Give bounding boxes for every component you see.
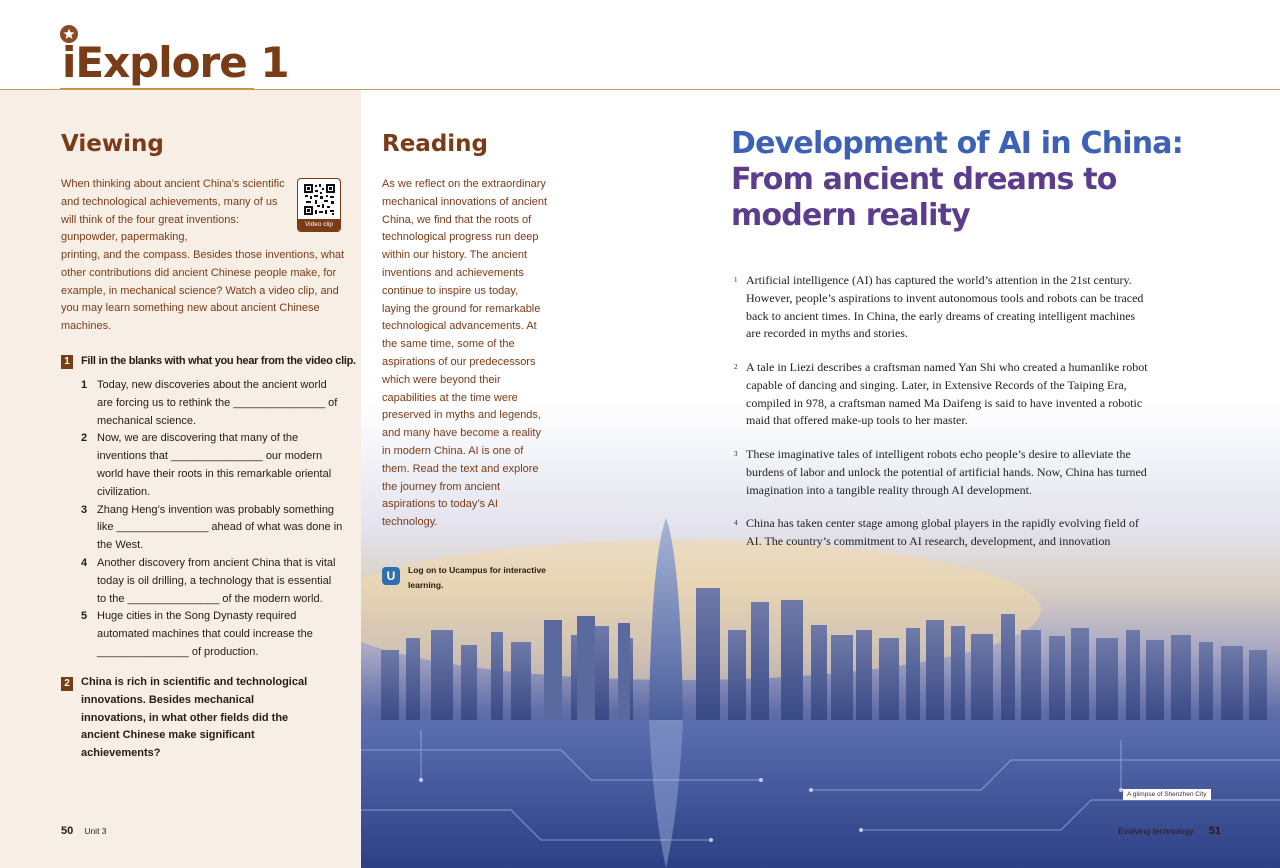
footer-left <box>61 825 107 837</box>
paragraph-text: China has taken center stage among global players in the rapidly evolving field of AI. The country’s commitment to AI research, development, and innovation <box>746 516 1139 548</box>
page-number: 51 <box>1208 825 1221 837</box>
article-paragraph <box>734 359 1150 430</box>
task-number-badge: 2 <box>61 677 73 691</box>
paragraph-text: Artificial intelligence (AI) has captured the world’s attention in the 21st century. However, people’s aspirations to invent autonomous tools and robots can be traced back to ancient times. In China, the early dreams of creating intelligent machines are recorded in myths and stories. <box>746 273 1144 341</box>
task-instruction: China is rich in scientific and technological innovations. Besides mechanical innovations, in what other fields did the ancient Chinese make significant achievements? <box>81 676 308 760</box>
page-number: 50 <box>61 825 74 837</box>
item-text: Now, we are discovering that many of the inventions that _______________ our modern world have their roots in this remarkable oriental civilization. <box>97 432 332 498</box>
section-label: Evolving technology <box>1118 826 1194 836</box>
article-paragraph <box>734 515 1150 551</box>
paragraph-text: These imaginative tales of intelligent robots echo people’s desire to alleviate the burdens of labor and unlock the potential of artificial hands. Now, China has turned imagination into a tangible reality through AI development. <box>746 447 1147 497</box>
item-number: 1 <box>81 379 88 391</box>
viewing-heading: Viewing <box>61 131 164 157</box>
footer-right <box>1118 825 1221 837</box>
fill-in-blank-list <box>81 377 343 662</box>
article-title-line: modern reality <box>731 198 970 233</box>
item-text: Huge cities in the Song Dynasty required automated machines that could increase the _______________ of production. <box>97 610 313 658</box>
paragraph-number: 1 <box>734 276 738 284</box>
reading-heading: Reading <box>382 131 489 157</box>
article-paragraph <box>734 446 1150 499</box>
viewing-intro-text-continued: printing, and the compass. Besides those inventions, what other contributions did ancient Chinese people make, for example, in mechanical science? Watch a video clip, and you may learn something new about ancient Chinese machines. <box>61 249 345 333</box>
qr-code-icon <box>303 183 336 216</box>
item-number: 4 <box>81 556 88 569</box>
list-item <box>81 555 343 608</box>
paragraph-number: 4 <box>734 519 738 527</box>
list-item <box>81 502 343 555</box>
list-item <box>81 608 343 661</box>
viewing-intro-text: When thinking about ancient China’s scientific and technological achievements, many of us will think of the four great inventions: gunpowder, papermaking, <box>61 178 285 244</box>
article-title <box>731 126 1231 234</box>
paragraph-text: A tale in Liezi describes a craftsman named Yan Shi who created a humanlike robot capable of dancing and singing. Later, in Extensive Records of the Taiping Era, compiled in 978, a craftsman named Ma Daifeng is said to have invented a robotic maid that offered make-up tools to her master. <box>746 360 1148 428</box>
article-paragraph <box>734 272 1150 343</box>
page-header <box>0 0 1280 92</box>
list-item <box>81 377 343 430</box>
reading-intro-text: As we reflect on the extraordinary mechanical innovations of ancient China, we find that the roots of technological progress run deep within our history. The ancient inventions and achievements continue to inspire us today, laying the ground for remarkable technological advancements. At the same time, some of the aspirations of our predecessors which were beyond their capabilities at the time were preserved in myths and legends, and many have become a reality in modern China. AI is one of them. Read the text and explore the journey from ancient aspirations to today’s AI technology. <box>382 178 548 529</box>
item-number: 2 <box>81 432 88 445</box>
ucampus-text: Log on to Ucampus for interactive learning. <box>408 565 546 590</box>
task-number-badge: 1 <box>61 355 73 369</box>
unit-label: Unit 3 <box>84 826 107 836</box>
task-instruction: Fill in the blanks with what you hear from the video clip. <box>81 355 356 367</box>
paragraph-number: 2 <box>734 363 738 371</box>
article-title-line: From ancient dreams to <box>731 162 1117 197</box>
paragraph-number: 3 <box>734 450 738 458</box>
item-number: 5 <box>81 610 88 623</box>
video-clip-qr-code[interactable] <box>297 178 341 232</box>
list-item <box>81 430 343 501</box>
photo-caption: A glimpse of Shenzhen City <box>1123 789 1211 800</box>
item-number: 3 <box>81 503 88 516</box>
video-clip-label: Video clip <box>298 219 340 231</box>
item-text: Another discovery from ancient China that is vital today is oil drilling, a technology that is essential to the _______________ of the modern world. <box>97 556 336 605</box>
section-title: iExplore 1 <box>62 38 289 87</box>
item-text: Today, new discoveries about the ancient world are forcing us to rethink the _______________ of mechanical science. <box>97 379 338 427</box>
article-title-line: Development of AI in China: <box>731 126 1183 161</box>
item-text: Zhang Heng’s invention was probably something like _______________ ahead of what was done in the West. <box>97 503 343 552</box>
ucampus-icon: U <box>382 567 400 585</box>
